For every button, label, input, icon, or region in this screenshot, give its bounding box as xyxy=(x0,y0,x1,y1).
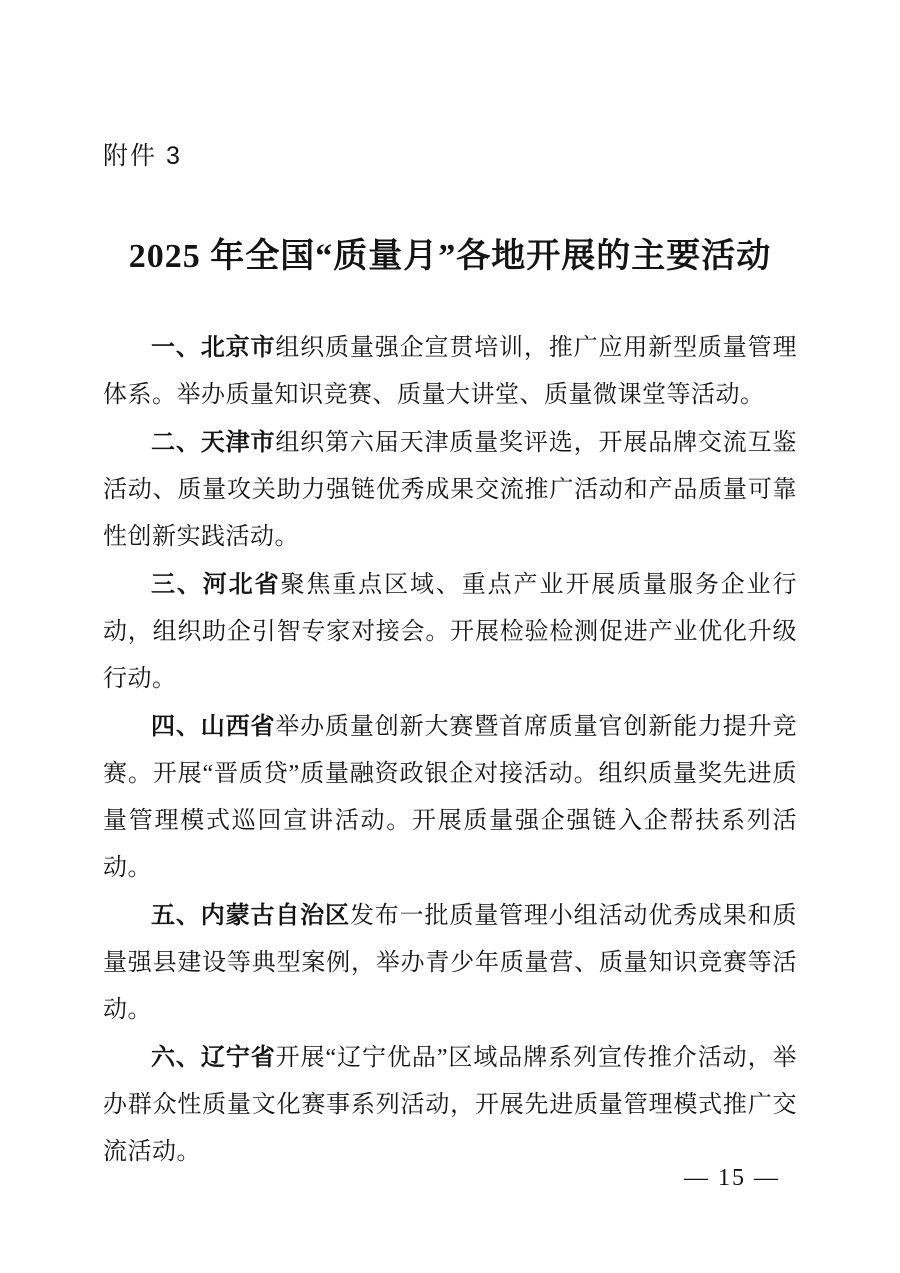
document-title: 2025 年全国“质量月”各地开展的主要活动 xyxy=(128,238,772,275)
paragraph-text-beijing: 组织质量强企宣贯培训，推广应用新型质量管理体系。举办质量知识竞赛、质量大讲堂、质量微课堂等活动。 xyxy=(103,335,798,408)
paragraph-tianjin xyxy=(103,419,797,561)
paragraph-liaoning xyxy=(103,1034,797,1176)
page-number: — 15 — xyxy=(684,1165,780,1191)
paragraph-beijing xyxy=(103,324,797,419)
paragraph-lead-hebei: 三、河北省 xyxy=(151,571,281,598)
paragraph-text-hebei: 聚焦重点区域、重点产业开展质量服务企业行动，组织助企引智专家对接会。开展检验检测促进产业优化升级行动。 xyxy=(103,572,798,692)
paragraph-text-neimenggu: 发布一批质量管理小组活动优秀成果和质量强县建设等典型案例，举办青少年质量营、质量知识竞赛等活动。 xyxy=(103,903,798,1023)
paragraph-neimenggu xyxy=(103,892,797,1034)
paragraph-lead-tianjin: 二、天津市 xyxy=(151,429,276,456)
paragraph-lead-neimenggu: 五、内蒙古自治区 xyxy=(151,902,350,929)
paragraph-lead-beijing: 一、北京市 xyxy=(151,334,276,361)
paragraph-text-shanxi: 举办质量创新大赛暨首席质量官创新能力提升竞赛。开展“晋质贷”质量融资政银企对接活动。组织质量奖先进质量管理模式巡回宣讲活动。开展质量强企强链入企帮扶系列活动。 xyxy=(103,714,798,881)
paragraph-hebei xyxy=(103,561,797,703)
document-body xyxy=(103,324,797,1176)
paragraph-text-liaoning: 开展“辽宁优品”区域品牌系列宣传推介活动，举办群众性质量文化赛事系列活动，开展先进质量管理模式推广交流活动。 xyxy=(103,1045,797,1165)
paragraph-text-tianjin: 组织第六届天津质量奖评选，开展品牌交流互鉴活动、质量攻关助力强链优秀成果交流推广活动和产品质量可靠性创新实践活动。 xyxy=(103,430,798,550)
attachment-label: 附件 3 xyxy=(103,142,182,170)
paragraph-lead-shanxi: 四、山西省 xyxy=(151,713,276,740)
paragraph-lead-liaoning: 六、辽宁省 xyxy=(151,1044,276,1071)
paragraph-shanxi xyxy=(103,703,797,892)
